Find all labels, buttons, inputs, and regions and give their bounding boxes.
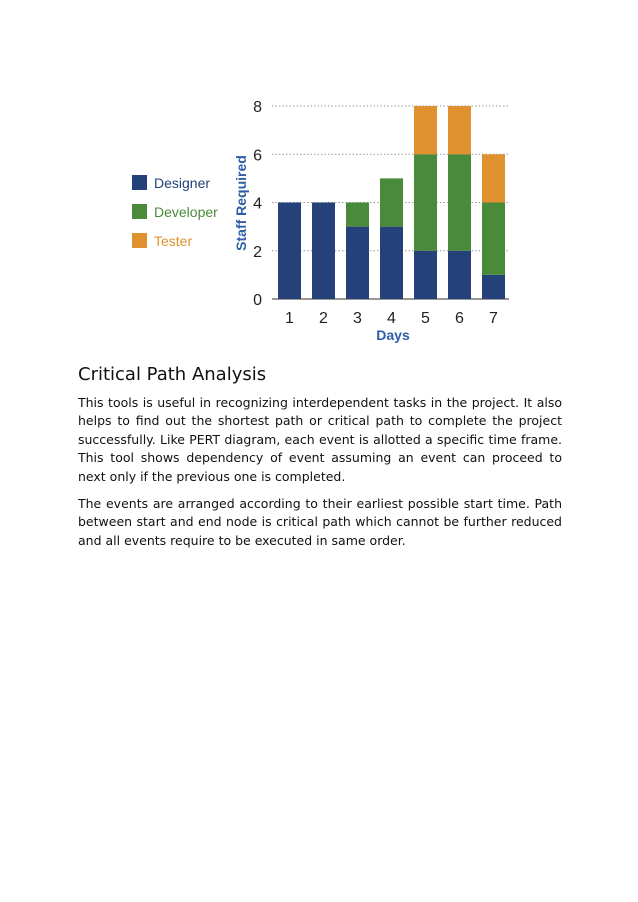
y-tick-label: 6 xyxy=(253,147,262,165)
staffing-chart xyxy=(0,0,638,360)
legend-item-developer xyxy=(132,197,242,226)
y-tick-label: 4 xyxy=(253,195,262,213)
bar-designer-day-4 xyxy=(380,227,403,299)
y-axis-label: Staff Required xyxy=(233,155,249,251)
x-tick-label: 1 xyxy=(285,310,294,327)
bar-developer-day-5 xyxy=(414,154,437,251)
x-tick-label: 2 xyxy=(319,310,328,327)
bar-designer-day-5 xyxy=(414,251,437,299)
bar-developer-day-4 xyxy=(380,178,403,226)
bar-designer-day-1 xyxy=(278,203,301,300)
bar-designer-day-3 xyxy=(346,227,369,299)
legend-item-tester xyxy=(132,226,242,255)
legend-swatch-designer xyxy=(132,175,147,190)
bars xyxy=(278,106,505,299)
x-tick-label: 6 xyxy=(455,310,464,327)
bar-tester-day-5 xyxy=(414,106,437,154)
y-tick-label: 8 xyxy=(253,99,262,116)
bar-designer-day-7 xyxy=(482,275,505,299)
legend-label-designer: Designer xyxy=(154,174,211,191)
bar-developer-day-7 xyxy=(482,203,505,275)
bar-developer-day-6 xyxy=(448,154,471,251)
legend-swatch-developer xyxy=(132,204,147,219)
bar-designer-day-6 xyxy=(448,251,471,299)
chart-legend xyxy=(132,168,242,255)
x-tick-label: 7 xyxy=(489,310,498,327)
legend-label-developer: Developer xyxy=(154,203,218,220)
legend-swatch-tester xyxy=(132,233,147,248)
paragraph-1: This tools is useful in recognizing interdependent tasks in the project. It also helps to find out the shortest path or critical path to complete the project successfully. Like PERT diagram, each event is allotted a specific time frame. This tool shows dependency of event assuming an event can proceed to next only if the previous one is completed. xyxy=(78,395,562,484)
section-title: Critical Path Analysis xyxy=(78,364,267,385)
y-tick-label: 0 xyxy=(253,292,262,309)
x-tick-label: 4 xyxy=(387,310,396,327)
paragraph-2: The events are arranged according to their earliest possible start time. Path between start and end node is critical path which cannot be further reduced and all events require to be executed in same order. xyxy=(78,496,562,548)
x-tick-label: 3 xyxy=(353,310,362,327)
bar-developer-day-3 xyxy=(346,203,369,227)
critical-path-section xyxy=(78,363,562,559)
bar-tester-day-6 xyxy=(448,106,471,154)
bar-designer-day-2 xyxy=(312,203,335,300)
x-axis-label: Days xyxy=(376,327,410,343)
legend-label-tester: Tester xyxy=(154,232,193,249)
legend-item-designer xyxy=(132,168,242,197)
stacked-bar-chart xyxy=(0,0,638,360)
bar-tester-day-7 xyxy=(482,154,505,202)
y-tick-label: 2 xyxy=(253,243,262,261)
x-tick-label: 5 xyxy=(421,310,430,327)
